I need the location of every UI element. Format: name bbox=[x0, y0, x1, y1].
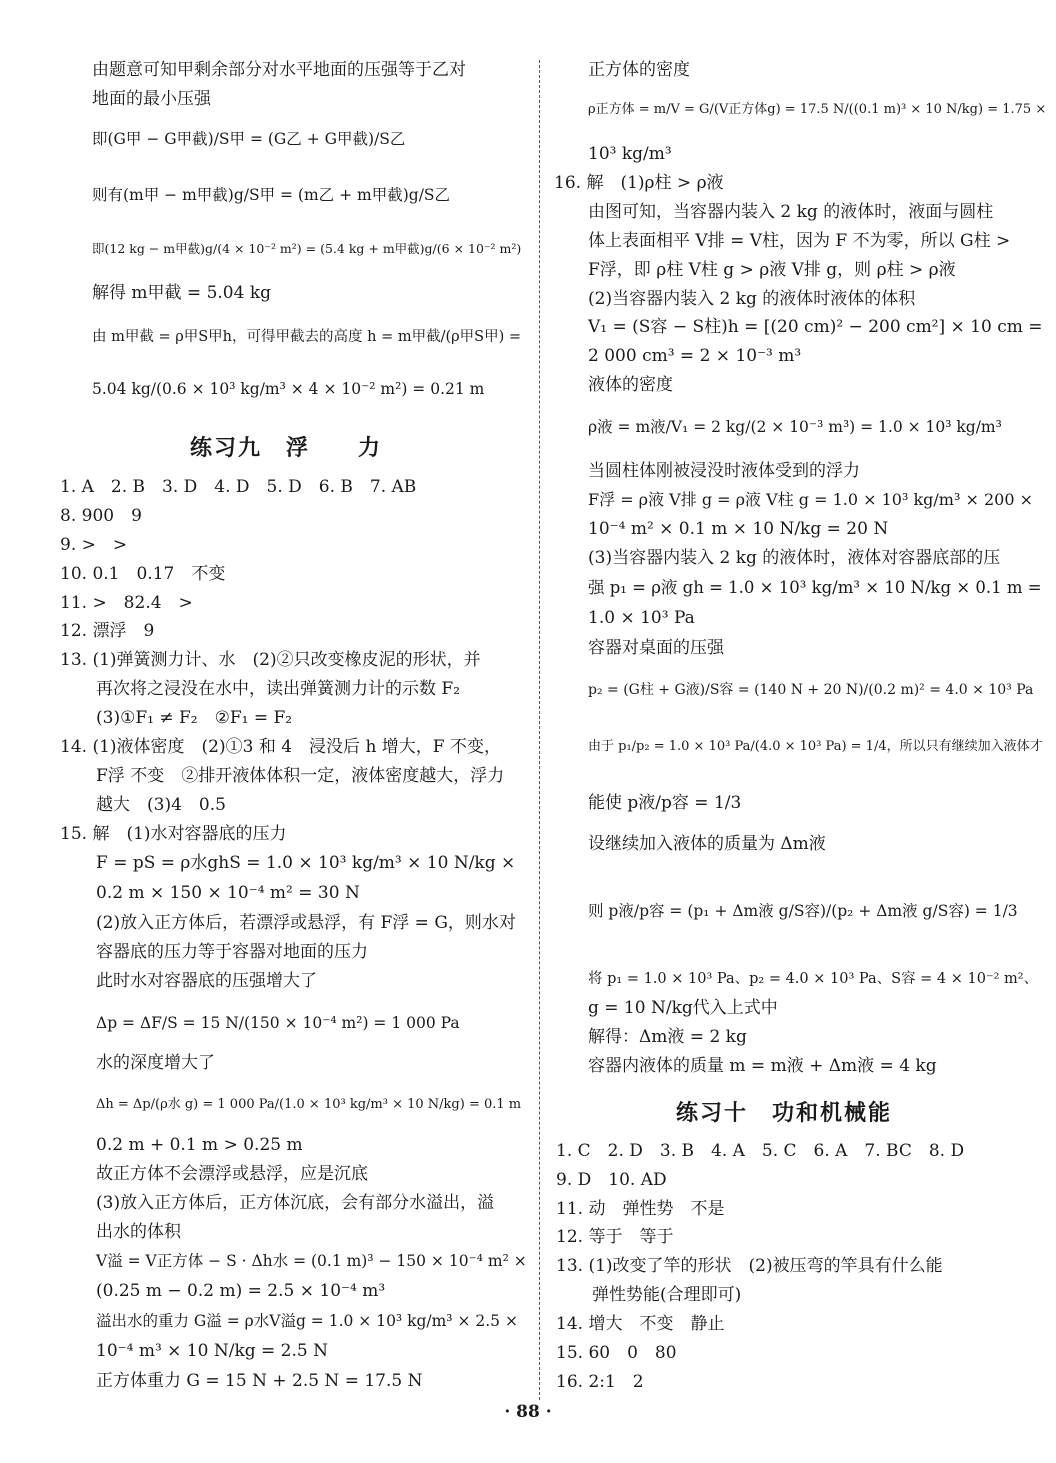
text-line: 1.0 × 10³ Pa bbox=[588, 608, 695, 628]
text-line: 解得 m甲截 = 5.04 kg bbox=[92, 283, 272, 303]
answer-line: (3)放入正方体后，正方体沉底，会有部分水溢出，溢 bbox=[96, 1193, 495, 1213]
answer-line: 15. 解 (1)水对容器底的压力 bbox=[60, 824, 287, 844]
text-line: (3)当容器内装入 2 kg 的液体时，液体对容器底部的压 bbox=[588, 548, 1001, 568]
page-number: · 88 · bbox=[504, 1402, 552, 1422]
text-line: 由图可知，当容器内装入 2 kg 的液体时，液面与圆柱 bbox=[588, 202, 994, 222]
text-line: 液体的密度 bbox=[588, 375, 673, 395]
answer-line: 14. 增大 不变 静止 bbox=[556, 1314, 725, 1334]
answer-line: 9. > > bbox=[60, 535, 128, 555]
column-divider bbox=[539, 60, 540, 1400]
text-line: 将 p₁ = 1.0 × 10³ Pa、p₂ = 4.0 × 10³ Pa、S容 = 4 × 10⁻² m²、 bbox=[588, 971, 1039, 987]
answer-line: 13. (1)弹簧测力计、水 (2)②只改变橡皮泥的形状，并 bbox=[60, 650, 481, 670]
text-line: 10³ kg/m³ bbox=[588, 144, 672, 164]
text-line: 16. 解 (1)ρ柱 > ρ液 bbox=[554, 173, 724, 193]
answer-line: 10⁻⁴ m³ × 10 N/kg = 2.5 N bbox=[96, 1341, 328, 1361]
formula-line: 即(12 kg − m甲截)g/(4 × 10⁻² m²) = (5.4 kg + m甲截)g/(6 × 10⁻² m²) bbox=[92, 241, 522, 256]
formula-line: 由 m甲截 = ρ甲S甲h，可得甲截去的高度 h = m甲截/(ρ甲S甲) = bbox=[92, 329, 522, 345]
formula-line: Δp = ΔF/S = 15 N/(150 × 10⁻⁴ m²) = 1 000 Pa bbox=[96, 1014, 460, 1032]
text-line: 当圆柱体刚被浸没时液体受到的浮力 bbox=[588, 461, 860, 481]
answer-line: 0.2 m × 150 × 10⁻⁴ m² = 30 N bbox=[96, 883, 360, 903]
answer-line: 13. (1)改变了竿的形状 (2)被压弯的竿具有什么能 bbox=[556, 1256, 943, 1276]
text-line: 由题意可知甲剩余部分对水平地面的压强等于乙对 bbox=[92, 60, 466, 80]
answer-line: 16. 2:1 2 bbox=[556, 1372, 644, 1392]
text-line: 能使 p液/p容 = 1/3 bbox=[588, 793, 742, 813]
formula-line: 5.04 kg/(0.6 × 10³ kg/m³ × 4 × 10⁻² m²) = 0.21 m bbox=[92, 380, 485, 398]
formula-line: ρ液 = m液/V₁ = 2 kg/(2 × 10⁻³ m³) = 1.0 × 10³ kg/m³ bbox=[588, 418, 1002, 436]
answer-line: 正方体重力 G = 15 N + 2.5 N = 17.5 N bbox=[96, 1371, 423, 1391]
section-title-10: 练习十 功和机械能 bbox=[676, 1101, 893, 1126]
formula-line: ρ正方体 = m/V = G/(V正方体g) = 17.5 N/((0.1 m)³ × 10 N/kg) = 1.75 × bbox=[588, 102, 1047, 117]
text-line: 2 000 cm³ = 2 × 10⁻³ m³ bbox=[588, 346, 802, 366]
answer-line: 出水的体积 bbox=[96, 1222, 181, 1242]
answer-line: F浮 不变 ②排开液体体积一定，液体密度越大，浮力 bbox=[96, 766, 505, 786]
text-line: 解得：Δm液 = 2 kg bbox=[588, 1027, 747, 1047]
text-line: F浮，即 ρ柱 V柱 g > ρ液 V排 g，则 ρ柱 > ρ液 bbox=[588, 260, 956, 280]
answer-line: 12. 漂浮 9 bbox=[60, 621, 155, 641]
formula-line: 由于 p₁/p₂ = 1.0 × 10³ Pa/(4.0 × 10³ Pa) = 1/4，所以只有继续加入液体才 bbox=[588, 739, 1043, 754]
formula-line: 即(G甲 − G甲截)/S甲 = (G乙 + G甲截)/S乙 bbox=[92, 130, 406, 148]
formula-line: 则有(m甲 − m甲截)g/S甲 = (m乙 + m甲截)g/S乙 bbox=[92, 186, 451, 204]
text-line: F浮 = ρ液 V排 g = ρ液 V柱 g = 1.0 × 10³ kg/m³ × 200 × bbox=[588, 490, 1033, 509]
answer-line: (0.25 m − 0.2 m) = 2.5 × 10⁻⁴ m³ bbox=[96, 1281, 386, 1301]
answer-line: (2)放入正方体后，若漂浮或悬浮，有 F浮 = G，则水对 bbox=[96, 913, 516, 933]
answer-line: F = pS = ρ水ghS = 1.0 × 10³ kg/m³ × 10 N/kg × bbox=[96, 853, 516, 873]
formula-line: Δh = Δp/(ρ水 g) = 1 000 Pa/(1.0 × 10³ kg/m³ × 10 N/kg) = 0.1 m bbox=[96, 1097, 522, 1112]
answer-line: (3)①F₁ ≠ F₂ ②F₁ = F₂ bbox=[96, 708, 293, 728]
answer-line: 11. > 82.4 > bbox=[60, 593, 193, 613]
answer-line: 10. 0.1 0.17 不变 bbox=[60, 564, 226, 584]
text-line: 地面的最小压强 bbox=[92, 89, 211, 109]
answer-line: 容器底的压力等于容器对地面的压力 bbox=[96, 942, 368, 962]
text-line: g = 10 N/kg代入上式中 bbox=[588, 998, 778, 1018]
text-line: (2)当容器内装入 2 kg 的液体时液体的体积 bbox=[588, 289, 916, 309]
text-line: 体上表面相平 V排 = V柱，因为 F 不为零，所以 G柱 > bbox=[588, 231, 1011, 251]
answer-line: 此时水对容器底的压强增大了 bbox=[96, 971, 317, 991]
answer-line: 水的深度增大了 bbox=[96, 1053, 215, 1073]
text-line: 容器内液体的质量 m = m液 + Δm液 = 4 kg bbox=[588, 1056, 937, 1076]
text-line: 设继续加入液体的质量为 Δm液 bbox=[588, 834, 826, 854]
text-line: 正方体的密度 bbox=[588, 60, 690, 80]
answer-line: 15. 60 0 80 bbox=[556, 1343, 677, 1363]
answer-line: 越大 (3)4 0.5 bbox=[96, 795, 226, 815]
formula-line: 则 p液/p容 = (p₁ + Δm液 g/S容)/(p₂ + Δm液 g/S容) = 1/3 bbox=[588, 902, 1018, 920]
section-title-9: 练习九 浮 力 bbox=[190, 436, 383, 461]
answer-line: 9. D 10. AD bbox=[556, 1170, 667, 1190]
answer-line: 0.2 m + 0.1 m > 0.25 m bbox=[96, 1135, 303, 1155]
answer-line: 故正方体不会漂浮或悬浮，应是沉底 bbox=[96, 1164, 368, 1184]
text-line: 10⁻⁴ m² × 0.1 m × 10 N/kg = 20 N bbox=[588, 519, 889, 539]
answer-line: 溢出水的重力 G溢 = ρ水V溢g = 1.0 × 10³ kg/m³ × 2.5 × bbox=[96, 1312, 518, 1330]
answer-line: 1. A 2. B 3. D 4. D 5. D 6. B 7. AB bbox=[60, 477, 417, 497]
answer-line: 11. 动 弹性势 不是 bbox=[556, 1199, 725, 1219]
text-line: 容器对桌面的压强 bbox=[588, 638, 724, 658]
formula-line: p₂ = (G柱 + G液)/S容 = (140 N + 20 N)/(0.2 m)² = 4.0 × 10³ Pa bbox=[588, 682, 1034, 698]
answer-line: 12. 等于 等于 bbox=[556, 1227, 674, 1247]
answer-line: 再次将之浸没在水中，读出弹簧测力计的示数 F₂ bbox=[96, 679, 461, 699]
answer-line: 8. 900 9 bbox=[60, 506, 142, 526]
text-line: V₁ = (S容 − S柱)h = [(20 cm)² − 200 cm²] × 10 cm = bbox=[588, 317, 1043, 337]
answer-line: 弹性势能(合理即可) bbox=[592, 1285, 742, 1305]
answer-line: 1. C 2. D 3. B 4. A 5. C 6. A 7. BC 8. D bbox=[556, 1141, 965, 1161]
text-line: 强 p₁ = ρ液 gh = 1.0 × 10³ kg/m³ × 10 N/kg × 0.1 m = bbox=[588, 578, 1042, 597]
answer-line: V溢 = V正方体 − S · Δh水 = (0.1 m)³ − 150 × 10⁻⁴ m² × bbox=[96, 1252, 527, 1270]
answer-line: 14. (1)液体密度 (2)①3 和 4 浸没后 h 增大，F 不变， bbox=[60, 737, 501, 757]
